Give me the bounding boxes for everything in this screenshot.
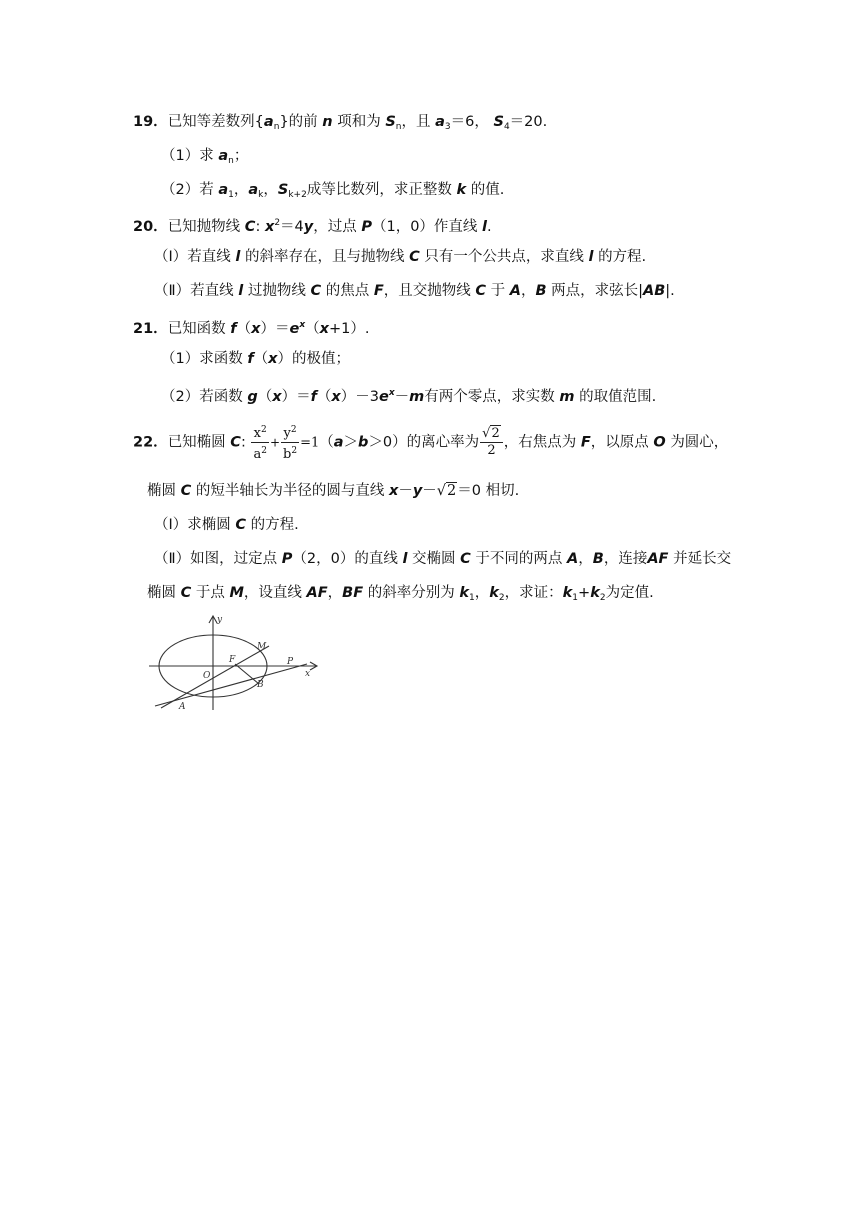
problem-22-stem-line-2: 椭圆 C 的短半轴长为半径的圆与直线 x－y－√2＝0 相切. (147, 483, 520, 499)
problem-19-part-2: （2）若 $a_1$，$a_k$，$S_{k+2}$成等比数列，求正整数 k 的值. (161, 182, 505, 200)
problem-22-part-2-line-2: 椭圆 C 于点 M，设直线 AF，BF 的斜率分别为 $k_1$，$k_2$，求证：$k_1+k_2$为定值. (147, 585, 654, 603)
label-x: x (305, 669, 311, 679)
label-y: y (217, 615, 223, 625)
problem-21-stem: 21．已知函数 $f(x)=e^x(x+1)$. (133, 320, 370, 337)
line-AM (161, 646, 269, 708)
problem-22-part-2: （Ⅱ）如图，过定点 P（2，0）的直线 l 交椭圆 C 于不同的两点 A，B，连接AF 并延长交 (154, 551, 732, 567)
ellipse-figure (145, 612, 325, 712)
problem-number: 20． (133, 219, 168, 235)
label-O: O (203, 671, 211, 681)
problem-number: 22． (133, 434, 168, 451)
label-P: P (287, 657, 294, 667)
label-A: A (179, 702, 186, 712)
problem-19-stem: 19．已知等差数列$\{a_n\}$的前 n 项和为 $S_n$，且 $a_3=6$， $S_4=20$. (133, 114, 548, 132)
problem-number: 19． (133, 114, 168, 130)
sqrt-2: √2 (436, 483, 457, 499)
problem-21-part-2: （2）若函数 $g(x)=f(x)-3e^x-m$有两个零点，求实数 m 的取值范围. (161, 388, 657, 405)
line-AP (155, 664, 307, 706)
fraction-x2-a2: $\frac{x^2}{a^2}$ (251, 422, 269, 463)
problem-20-part-1: （Ⅰ）若直线 l 的斜率存在，且与抛物线 C 只有一个公共点，求直线 l 的方程. (154, 249, 647, 265)
fraction-sqrt2-over-2: $\frac{√2}{2}$ (480, 426, 503, 459)
label-F: F (229, 655, 236, 665)
problem-21-part-1: （1）求函数 f（x）的极值； (161, 351, 351, 367)
problem-22-part-1: （Ⅰ）求椭圆 C 的方程. (154, 517, 299, 533)
problem-number: 21． (133, 321, 168, 337)
label-M: M (257, 642, 267, 652)
problem-19-part-1: （1）求 $a_n$； (161, 148, 249, 166)
label-B: B (257, 680, 264, 690)
fraction-y2-b2: $\frac{y^2}{b^2}$ (281, 422, 299, 463)
problem-22-stem: 22．已知椭圆 C: $\frac{x^2}{a^2}$ + $\frac{y^2}{b^2}$ =1（a＞b＞0）的离心率为 $\frac{√2}{2}$ ，右焦点为 F，以原点 O 为圆心， (133, 422, 728, 464)
problem-20-stem: 20．已知抛物线 C: $x^2=4y$，过点 P（1，0）作直线 l. (133, 218, 492, 235)
problem-20-part-2: （Ⅱ）若直线 l 过抛物线 C 的焦点 F，且交抛物线 C 于 A，B 两点，求弦长|AB|. (154, 283, 675, 299)
